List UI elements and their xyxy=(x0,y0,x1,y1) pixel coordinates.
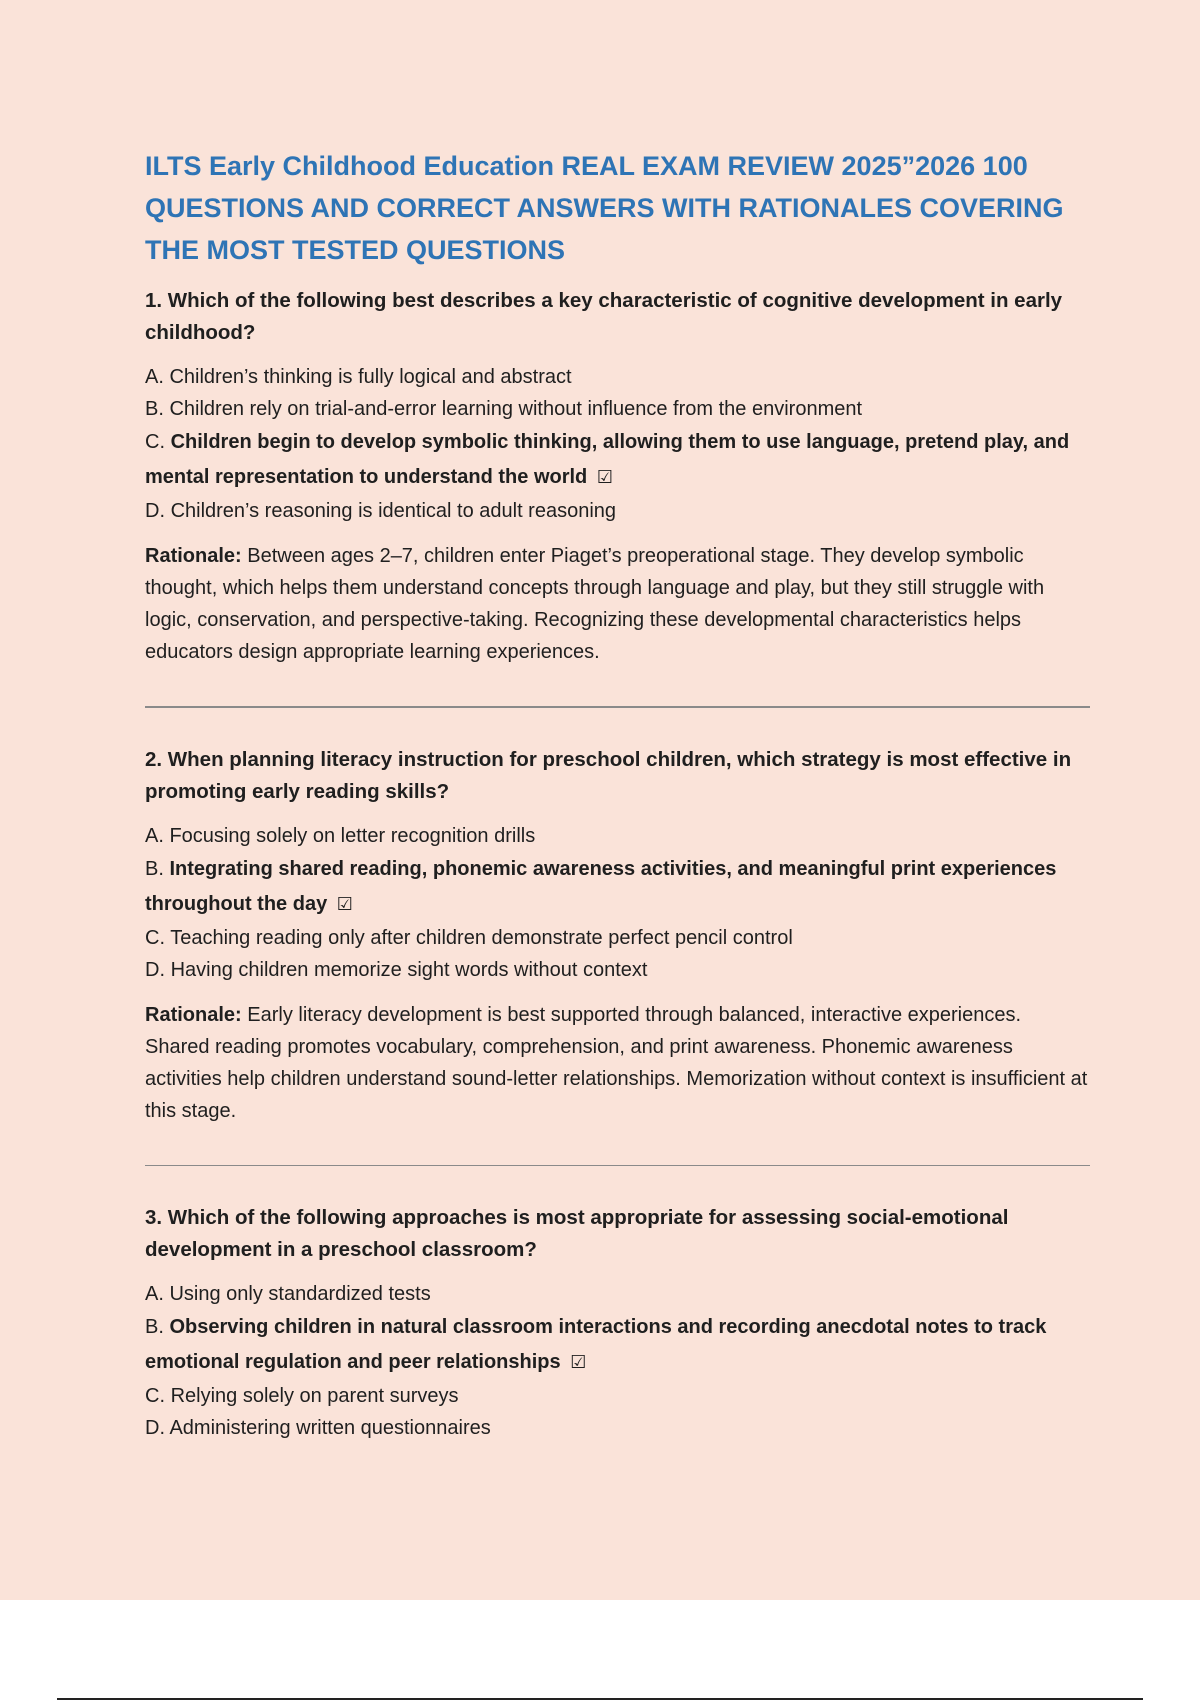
option-text: Teaching reading only after children demonstrate perfect pencil control xyxy=(170,927,793,949)
option-letter: C. xyxy=(145,927,165,949)
rationale-text: Early literacy development is best supported through balanced, interactive experiences. Shared reading promotes vocabulary, comprehension, and print awareness. Phonemic awareness activities help children understand sound-letter relationships. Memorization without context is insufficient at this stage. xyxy=(145,1004,1088,1122)
rationale-label: Rationale: xyxy=(145,545,242,567)
option-letter: A. xyxy=(145,366,164,388)
option-text: Children rely on trial-and-error learning without influence from the environment xyxy=(169,398,863,420)
option-b-correct xyxy=(145,852,1090,922)
option-text: Children’s thinking is fully logical and abstract xyxy=(169,366,572,388)
option-text: Using only standardized tests xyxy=(169,1283,431,1305)
option-text: Observing children in natural classroom interactions and recording anecdotal notes to track emotional regulation and peer relationships xyxy=(145,1316,1047,1373)
checkbox-check-icon: ☑ xyxy=(596,467,613,488)
option-d xyxy=(145,495,1090,527)
option-letter: A. xyxy=(145,1283,164,1305)
document-content xyxy=(145,145,1090,1457)
option-letter: B. xyxy=(145,1316,164,1338)
option-letter: B. xyxy=(145,858,164,880)
section-divider xyxy=(145,706,1090,708)
option-letter: D. xyxy=(145,500,165,522)
option-b-correct xyxy=(145,1310,1090,1380)
checkbox-check-icon: ☑ xyxy=(570,1352,587,1373)
option-text: Relying solely on parent surveys xyxy=(170,1385,459,1407)
option-text: Focusing solely on letter recognition drills xyxy=(169,825,536,847)
answer-options xyxy=(145,361,1090,527)
option-text: Children’s reasoning is identical to adult reasoning xyxy=(170,500,617,522)
option-a xyxy=(145,1278,1090,1310)
option-text: Integrating shared reading, phonemic awareness activities, and meaningful print experiences throughout the day xyxy=(145,858,1057,915)
question-text: 2. When planning literacy instruction for preschool children, which strategy is most effective in promoting early reading skills? xyxy=(145,748,1072,803)
document-title: ILTS Early Childhood Education REAL EXAM REVIEW 2025”2026 100 QUESTIONS AND CORRECT ANSWERS WITH RATIONALES COVERING THE MOST TESTED QUESTIONS xyxy=(145,151,1064,265)
option-text: Administering written questionnaires xyxy=(169,1417,491,1439)
rationale xyxy=(145,999,1090,1127)
option-b xyxy=(145,393,1090,425)
rationale-label: Rationale: xyxy=(145,1004,242,1026)
option-letter: B. xyxy=(145,398,164,420)
question-1 xyxy=(145,285,1090,668)
option-d xyxy=(145,954,1090,986)
option-letter: A. xyxy=(145,825,164,847)
rationale xyxy=(145,540,1090,668)
option-c-correct xyxy=(145,425,1090,495)
question-2 xyxy=(145,744,1090,1127)
question-3 xyxy=(145,1202,1090,1444)
checkbox-check-icon: ☑ xyxy=(336,894,353,915)
section-divider xyxy=(145,1165,1090,1166)
option-c xyxy=(145,922,1090,954)
option-c xyxy=(145,1380,1090,1412)
option-letter: D. xyxy=(145,959,165,981)
question-text: 3. Which of the following approaches is most appropriate for assessing social-emotional development in a preschool classroom? xyxy=(145,1206,1009,1261)
answer-options xyxy=(145,1278,1090,1444)
option-text: Having children memorize sight words without context xyxy=(170,959,648,981)
option-letter: C. xyxy=(145,1385,165,1407)
question-text: 1. Which of the following best describes a key characteristic of cognitive development in early childhood? xyxy=(145,289,1063,344)
option-d xyxy=(145,1412,1090,1444)
option-letter: D. xyxy=(145,1417,165,1439)
option-text: Children begin to develop symbolic thinking, allowing them to use language, pretend play, and mental representation to understand the world xyxy=(145,431,1070,488)
option-a xyxy=(145,361,1090,393)
option-a xyxy=(145,820,1090,852)
rationale-text: Between ages 2–7, children enter Piaget’s preoperational stage. They develop symbolic thought, which helps them understand concepts through language and play, but they still struggle with logic, conservation, and perspective-taking. Recognizing these developmental characteristics helps educators design appropriate learning experiences. xyxy=(145,545,1045,663)
option-letter: C. xyxy=(145,431,165,453)
answer-options xyxy=(145,820,1090,986)
